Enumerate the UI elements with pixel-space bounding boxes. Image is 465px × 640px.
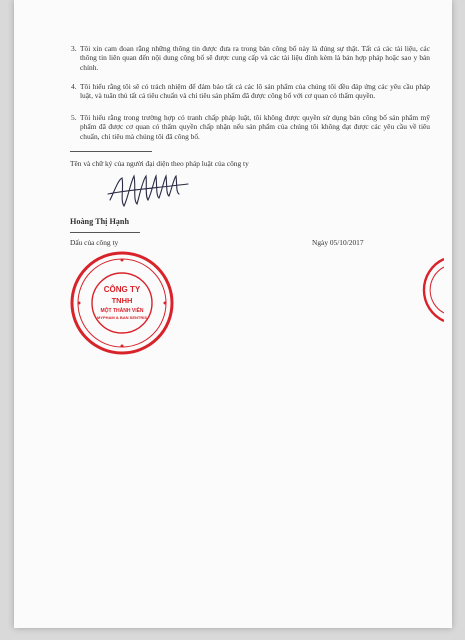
item-number: 4. <box>71 82 77 91</box>
signer-name: Hoàng Thị Hạnh <box>70 217 130 226</box>
seal-line-1: CÔNG TY <box>103 285 141 294</box>
divider-line <box>70 232 140 233</box>
item-number: 3. <box>71 44 77 53</box>
handwritten-signature <box>106 170 191 212</box>
seal-line-2: TNHH <box>111 296 133 305</box>
item-text: Tôi hiểu rằng tôi sẽ có trách nhiệm để đảm bảo tất cả các lô sản phẩm của chúng tôi đều đáp ứng các yêu cầu pháp luật, và tuân thủ tất cả tiêu chuẩn và chỉ tiêu sản phẩm đã được công bố với cơ quan có thẩm quyền. <box>80 82 430 101</box>
seal-line-4: MYPHAM & BAN SENTRIS <box>96 315 148 320</box>
seal-caption: Dấu của công ty <box>70 238 119 247</box>
declaration-item-4 <box>71 82 430 101</box>
document-page <box>14 0 452 628</box>
edge-seal-fragment <box>420 255 444 325</box>
item-text: Tôi xin cam đoan rằng những thông tin được đưa ra trong bản công bố này là đúng sự thật. Tất cả các tài liệu, các thông tin liên quan đến nội dung công bố sẽ được cung cấp và các tài liệu đính kèm là bản hợp pháp hoặc sao y bản chính. <box>80 44 430 72</box>
document-date: Ngày 05/10/2017 <box>312 238 364 247</box>
company-seal <box>67 248 177 358</box>
declaration-item-3 <box>71 44 430 72</box>
item-text: Tôi hiểu rằng trong trường hợp có tranh chấp pháp luật, tôi không được quyền sử dụng bản công bố sản phẩm mỹ phẩm đã được cơ quan có thẩm quyền chấp nhận nếu sản phẩm của chúng tôi không đạt được các yêu cầu về tiêu chuẩn, chỉ tiêu mà chúng tôi đã công bố. <box>80 113 430 141</box>
signature-caption: Tên và chữ ký của người đại diện theo pháp luật của công ty <box>70 159 249 168</box>
item-number: 5. <box>71 113 77 122</box>
divider-line <box>70 151 152 152</box>
declaration-item-5 <box>71 113 430 141</box>
seal-line-3: MỘT THÀNH VIÊN <box>100 308 144 314</box>
